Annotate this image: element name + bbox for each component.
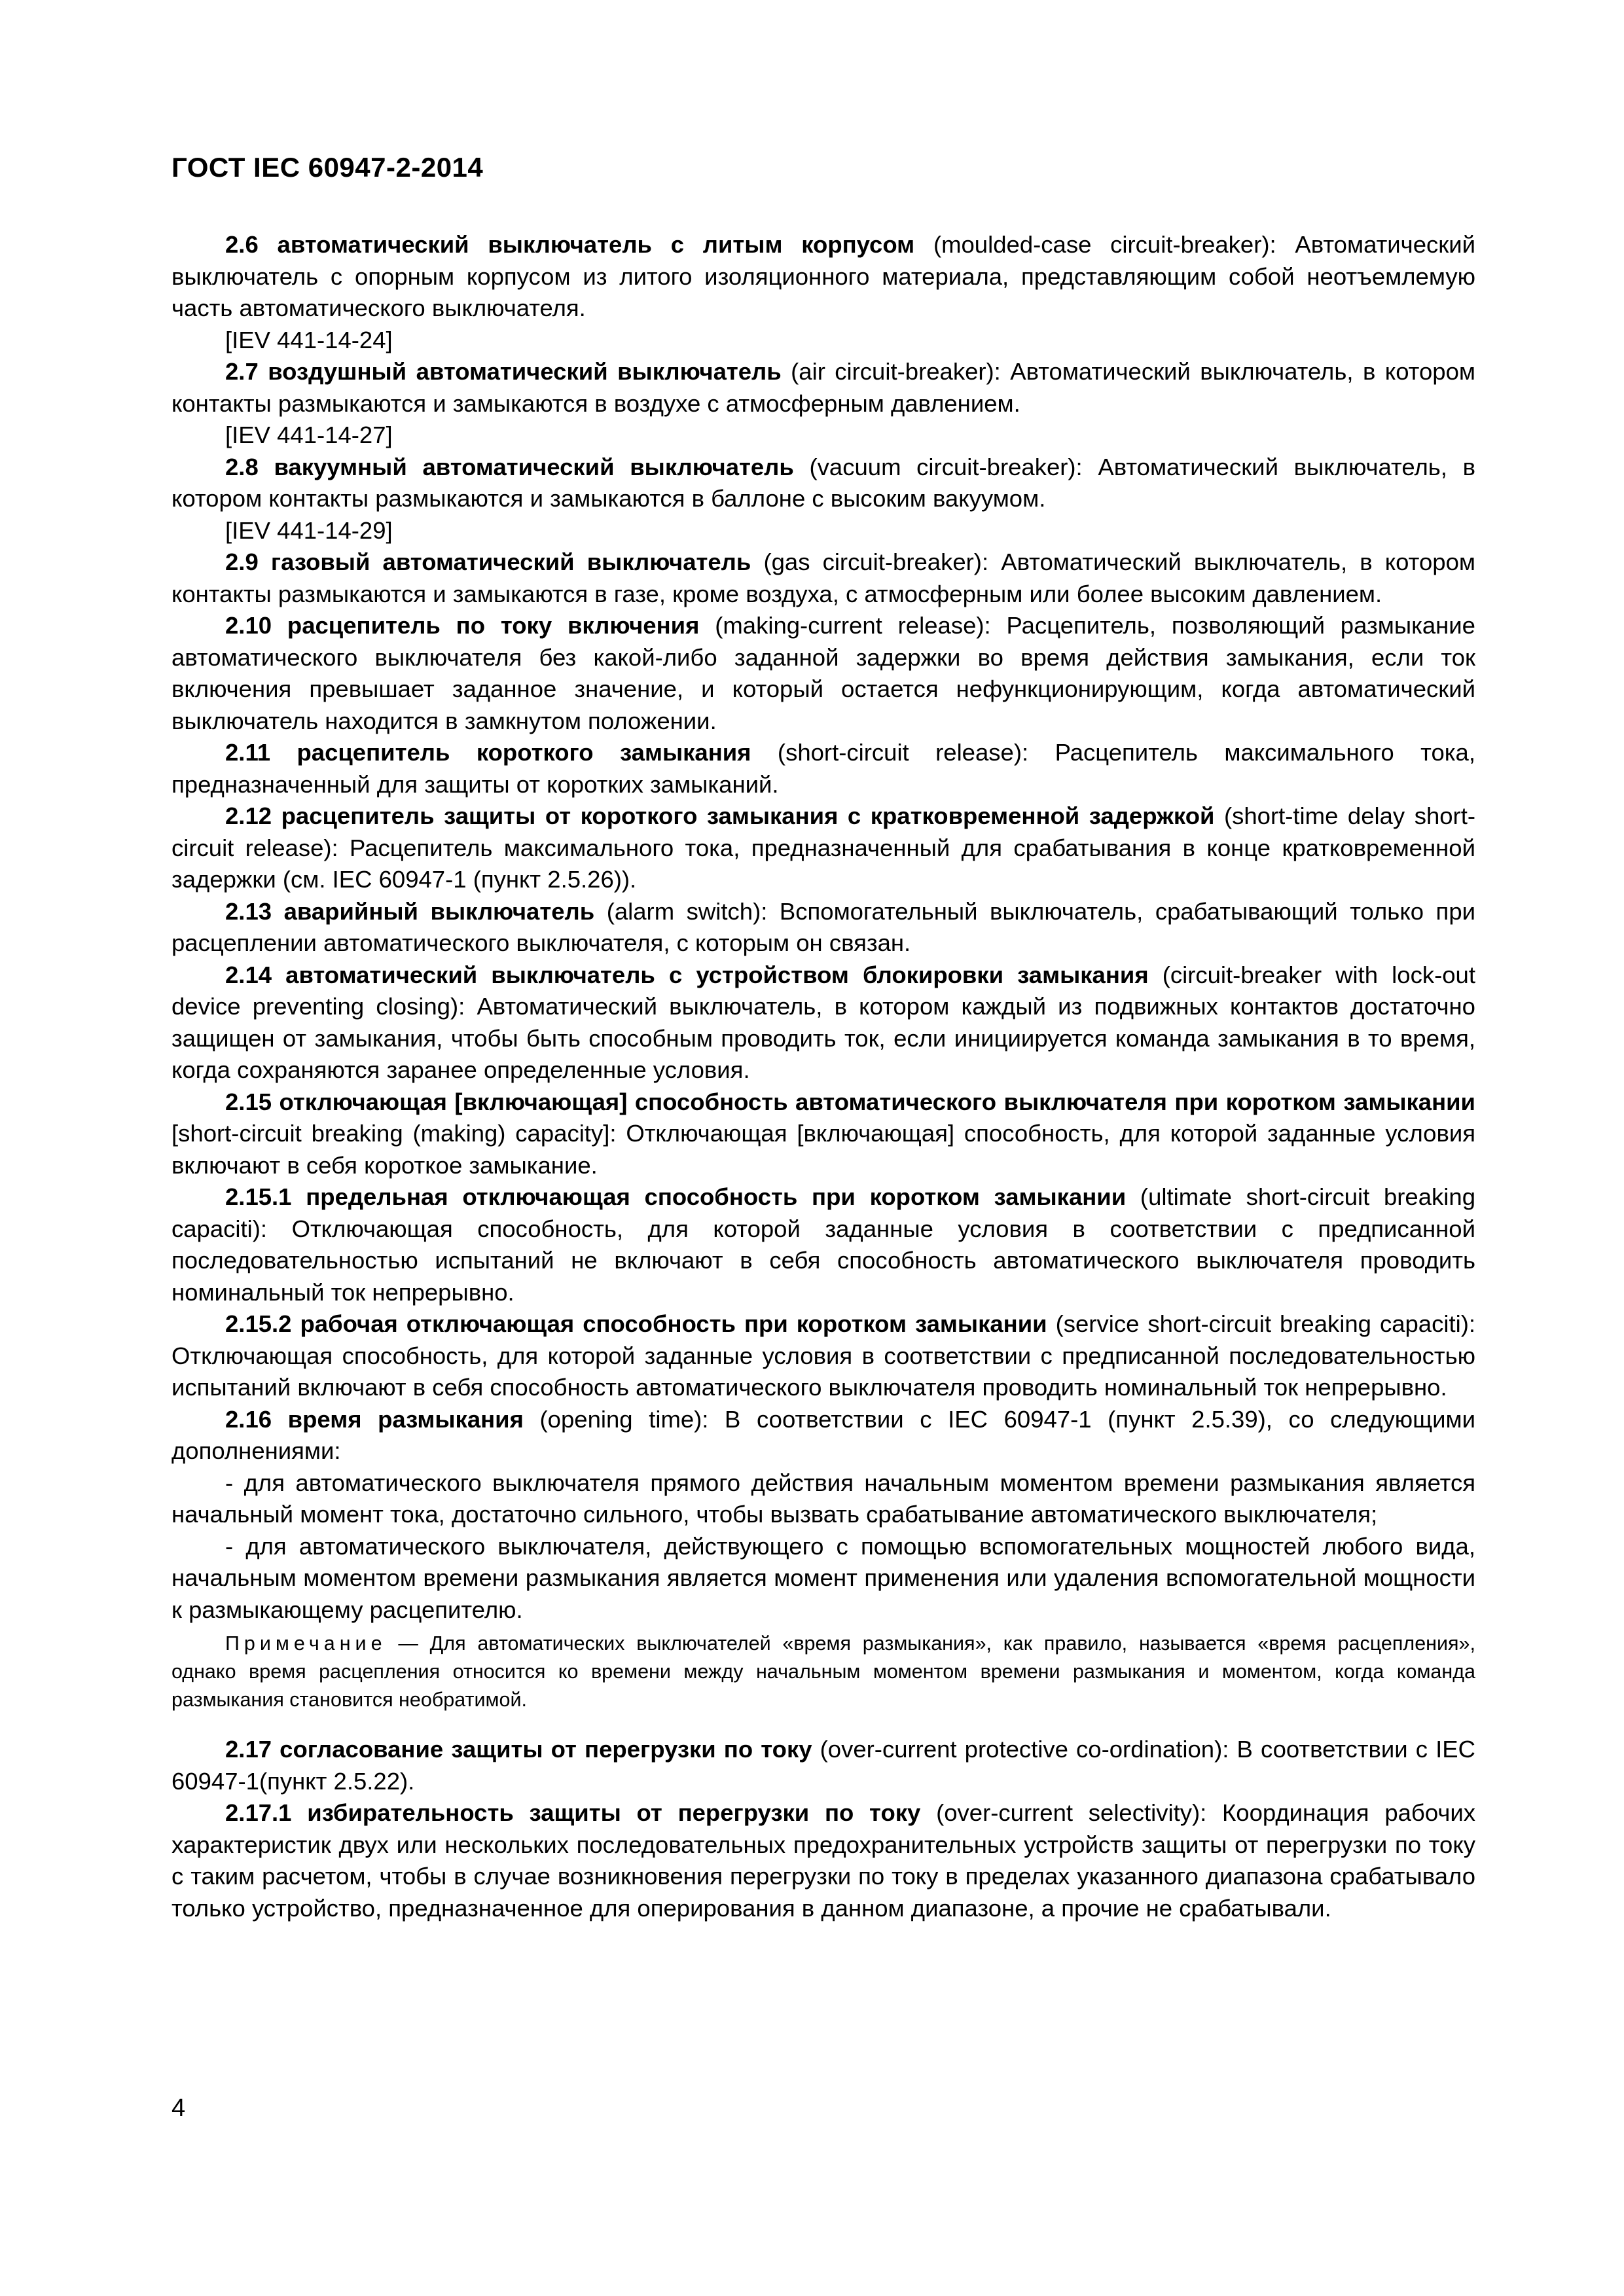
definition-2-14: [171, 960, 1475, 1086]
term: автоматический выключатель с устройством блокировки замыкания: [285, 961, 1149, 988]
definition-2-12: [171, 800, 1475, 896]
definition-2-7: [171, 356, 1475, 420]
document-header: ГОСТ IEC 60947-2-2014: [171, 152, 484, 183]
definition-text: (service short-circuit breaking capaciti): Отключающая способность, для которой заданные условия в соответствии с предписанной последовательностью испытаний включают в себя способность автоматического выключателя проводить номинальный ток непрерывно.: [171, 1310, 1476, 1401]
clause-number: 2.14: [225, 961, 272, 988]
term: избирательность защиты от перегрузки по току: [307, 1799, 921, 1826]
term-heading: [225, 1183, 1126, 1210]
term: аварийный выключатель: [283, 897, 595, 925]
definition-2-17: [171, 1734, 1475, 1797]
clause-number: 2.7: [225, 358, 259, 385]
clause-number: 2.11: [225, 739, 271, 766]
clause-number: 2.13: [225, 897, 272, 925]
definition-text: (vacuum circuit-breaker): Автоматический выключатель, в котором контакты размыкаются и замыкаются в баллоне с высоким вакуумом.: [171, 453, 1475, 512]
term: расцепитель короткого замыкания: [297, 739, 751, 766]
term: согласование защиты от перегрузки по току: [280, 1736, 812, 1763]
iev-reference: [IEV 441-14-29]: [225, 516, 393, 544]
list-item: - для автоматического выключателя, действующего с помощью вспомогательных мощностей любого вида, начальным моментом времени размыкания является момент применения или удаления вспомогательной мощности к размыкающему расцепителю.: [171, 1532, 1475, 1623]
iev-reference: [IEV 441-14-27]: [225, 422, 393, 448]
clause-number: 2.15.2: [225, 1310, 292, 1337]
list-item: - для автоматического выключателя прямого действия начальным моментом времени размыкания является начальный момент тока, достаточно сильного, чтобы вызвать срабатывание автоматического выключателя;: [171, 1469, 1475, 1528]
definition-2-10: [171, 610, 1475, 737]
note: [171, 1630, 1475, 1714]
term-heading: [225, 1406, 524, 1433]
definition-text: (moulded-case circuit-breaker): Автоматический выключатель с опорным корпусом из литого изоляционного материала, представляющим собой неотъемлемую часть автоматического выключателя.: [171, 231, 1475, 321]
definition-2-13: [171, 896, 1475, 960]
term-heading: [225, 802, 1214, 829]
clause-number: 2.9: [225, 548, 259, 575]
definition-text: (making-current release): Расцепитель, позволяющий размыкание автоматического выключателя без какой-либо заданной задержки во время действия замыкания, если ток включения превышает заданное значение, и который остается нефункционирующим, когда автоматический выключатель находится в замкнутом положении.: [171, 612, 1475, 734]
definition-2-6: [171, 229, 1475, 325]
definition-2-17-1: [171, 1797, 1475, 1924]
term-heading: [225, 961, 1149, 988]
definition-text: (over-current protective co-ordination): В соответствии с IEC 60947-1(пункт 2.5.22).: [171, 1736, 1475, 1795]
definition-text: (opening time): В соответствии с IEC 60947-1 (пункт 2.5.39), со следующими дополнениями:: [171, 1405, 1475, 1464]
definition-text: [short-circuit breaking (making) capacity]: Отключающая [включающая] способность, для которой заданные условия включают в себя короткое замыкание.: [171, 1120, 1475, 1179]
term: время размыкания: [287, 1405, 524, 1433]
term-heading: [225, 898, 594, 925]
term: воздушный автоматический выключатель: [268, 358, 782, 385]
term: предельная отключающая способность при коротком замыкании: [306, 1183, 1127, 1210]
definition-2-8: [171, 452, 1475, 515]
clause-number: 2.6: [225, 231, 259, 258]
definition-text: (ultimate short-circuit breaking capaciti): Отключающая способность, для которой заданные условия в соответствии с предписанной последовательностью испытаний не включают в себя способность автоматического выключателя проводить номинальный ток непрерывно.: [171, 1183, 1475, 1306]
term-heading: [225, 454, 794, 480]
definition-text: (circuit-breaker with lock-out device preventing closing): Автоматический выключатель, в котором каждый из подвижных контактов достаточно защищен от замыкания, чтобы быть способным проводить ток, если инициируется команда замыкания в то время, когда сохраняются заранее определенные условия.: [171, 961, 1475, 1083]
term: расцепитель по току включения: [287, 612, 700, 639]
definition-2-15-1: [171, 1181, 1475, 1308]
definition-text: (gas circuit-breaker): Автоматический выключатель, в котором контакты размыкаются и замыкаются в газе, кроме воздуха, с атмосферным или более высоким давлением.: [171, 548, 1475, 607]
term-heading: [225, 548, 751, 575]
page-number: 4: [171, 2094, 186, 2122]
clause-number: 2.17: [225, 1736, 272, 1763]
term: автоматический выключатель с литым корпусом: [277, 231, 915, 258]
definition-text: (over-current selectivity): Координация рабочих характеристик двух или нескольких последовательных предохранительных устройств защиты от перегрузки по току с таким расчетом, чтобы в случае возникновения перегрузки по току в пределах указанного диапазона срабатывало только устройство, предназначенное для оперирования в данном диапазоне, а прочие не срабатывали.: [171, 1799, 1475, 1922]
clause-number: 2.8: [225, 453, 259, 480]
term: рабочая отключающая способность при коротком замыкании: [300, 1310, 1047, 1337]
term-heading: [225, 231, 914, 258]
clause-number: 2.17.1: [225, 1799, 292, 1826]
term-heading: [225, 1310, 1047, 1337]
term-heading: [225, 1736, 812, 1763]
term-heading: [225, 612, 699, 639]
clause-number: 2.15: [225, 1088, 272, 1115]
clause-number: 2.16: [225, 1405, 272, 1433]
term-heading: [225, 1088, 1475, 1115]
definition-2-15-2: [171, 1308, 1475, 1404]
definition-text: (short-circuit release): Расцепитель максимального тока, предназначенный для защиты от коротких замыканий.: [171, 739, 1475, 798]
document-body: [171, 229, 1475, 1924]
term-heading: [225, 1799, 920, 1826]
definition-2-11: [171, 737, 1475, 800]
term: отключающая [включающая] способность автоматического выключателя при коротком замыкании: [279, 1088, 1475, 1115]
definition-2-16: [171, 1404, 1475, 1467]
definition-text: (air circuit-breaker): Автоматический выключатель, в котором контакты размыкаются и замыкаются в воздухе с атмосферным давлением.: [171, 358, 1475, 417]
clause-number: 2.12: [225, 802, 272, 829]
term: газовый автоматический выключатель: [270, 548, 751, 575]
definition-2-9: [171, 547, 1475, 610]
term: расцепитель защиты от короткого замыкания с кратковременной задержкой: [281, 802, 1215, 829]
clause-number: 2.15.1: [225, 1183, 292, 1210]
term: вакуумный автоматический выключатель: [274, 453, 794, 480]
note-label: Примечание: [225, 1632, 387, 1655]
iev-reference: [IEV 441-14-24]: [225, 326, 393, 353]
definition-text: (short-time delay short-circuit release): Расцепитель максимального тока, предназначенный для срабатывания в конце кратковременной задержки (см. IEC 60947-1 (пункт 2.5.26)).: [171, 802, 1475, 893]
note-text: — Для автоматических выключателей «время размыкания», как правило, называется «время расцепления», однако время расцепления относится ко времени между начальным моментом времени размыкания и моментом, когда команда размыкания становится необратимой.: [171, 1632, 1475, 1711]
term-heading: [225, 739, 751, 766]
term-heading: [225, 358, 782, 385]
clause-number: 2.10: [225, 612, 272, 639]
definition-2-15: [171, 1086, 1475, 1182]
definition-text: (alarm switch): Вспомогательный выключатель, срабатывающий только при расцеплении автоматического выключателя, с которым он связан.: [171, 897, 1476, 956]
